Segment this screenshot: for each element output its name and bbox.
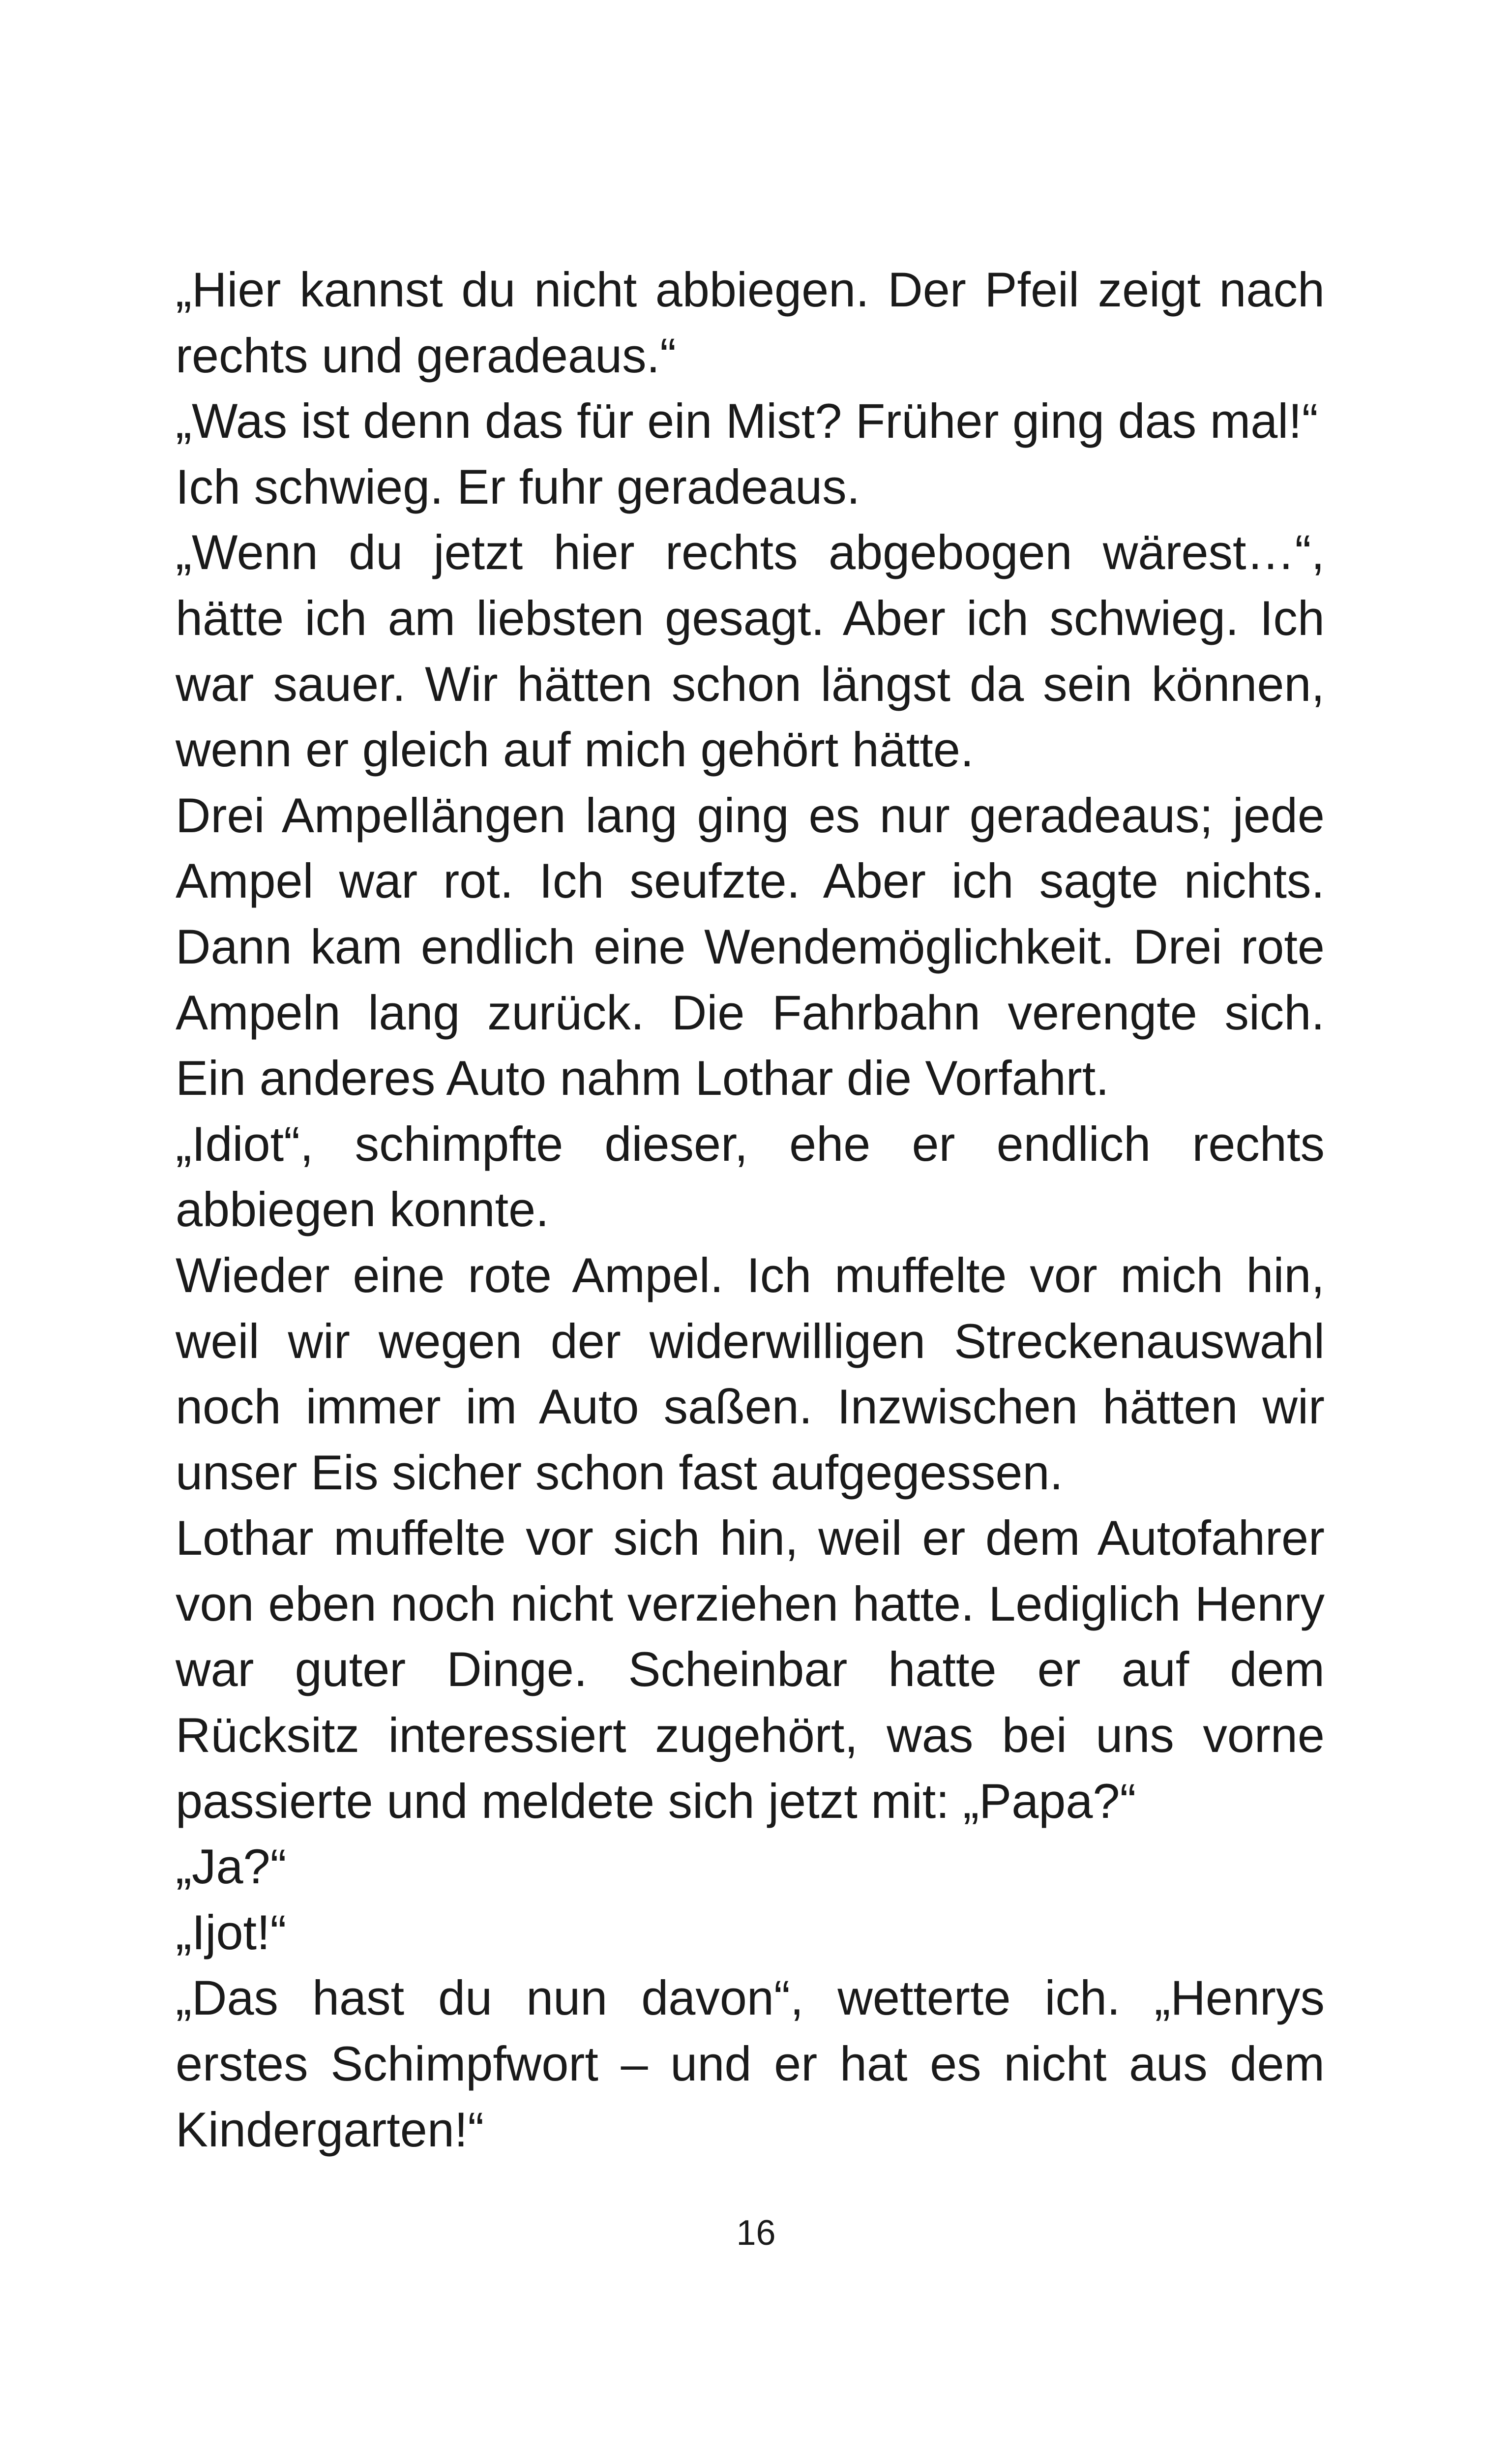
paragraph: Ich schwieg. Er fuhr geradeaus.	[176, 459, 860, 514]
paragraph: „Idiot“, schimpfte dieser, ehe er endlich rechts abbiegen konnte.	[176, 1116, 1325, 1237]
paragraph: „Hier kannst du nicht abbiegen. Der Pfeil zeigt nach rechts und geradeaus.“	[176, 262, 1325, 383]
page-number: 16	[736, 2213, 776, 2253]
paragraph: Lothar muffelte vor sich hin, weil er dem Autofahrer von eben noch nicht verziehen hatte. Lediglich Henry war guter Dinge. Scheinbar hatte er auf dem Rücksitz interessiert zugehört, was bei uns vorne passierte und meldete sich jetzt mit: „Papa?“	[176, 1510, 1325, 1828]
paragraph: „Ja?“	[176, 1839, 287, 1894]
body-text	[176, 257, 1325, 2162]
paragraph: Drei Ampellängen lang ging es nur geradeaus; jede Ampel war rot. Ich seufzte. Aber ich sagte nichts. Dann kam endlich eine Wendemöglichkeit. Drei rote Ampeln lang zurück. Die Fahrbahn verengte sich. Ein anderes Auto nahm Lothar die Vorfahrt.	[176, 787, 1325, 1106]
paragraph: „Wenn du jetzt hier rechts abgebogen wärest…“, hätte ich am liebsten gesagt. Aber ich schwieg. Ich war sauer. Wir hätten schon längst da sein können, wenn er gleich auf mich gehört hätte.	[176, 525, 1325, 777]
paragraph: „Ijot!“	[176, 1904, 287, 1960]
paragraph: „Was ist denn das für ein Mist? Früher ging das mal!“	[176, 393, 1318, 449]
paragraph: Wieder eine rote Ampel. Ich muffelte vor mich hin, weil wir wegen der widerwilligen Streckenauswahl noch immer im Auto saßen. Inzwischen hätten wir unser Eis sicher schon fast aufgegessen.	[176, 1247, 1325, 1500]
paragraph: „Das hast du nun davon“, wetterte ich. „Henrys erstes Schimpfwort – und er hat es nicht aus dem Kindergarten!“	[176, 1970, 1325, 2157]
